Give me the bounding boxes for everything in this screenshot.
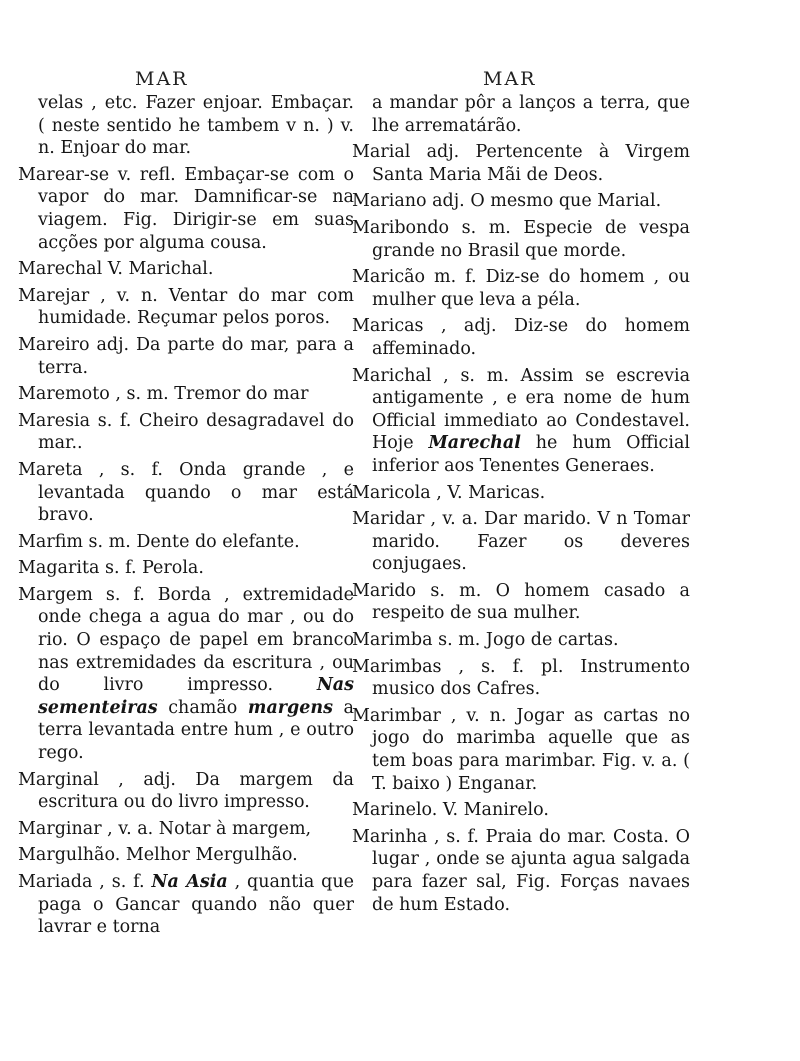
entry-headword: Margem: [18, 584, 93, 605]
continued-entry: [18, 92, 354, 160]
dictionary-entry: [18, 285, 354, 330]
dictionary-entry: [352, 217, 690, 262]
entry-definition: , v. a. Dar marido. V n Tomar marido. Fazer os deveres conjugaes.: [372, 509, 690, 575]
entry-definition: s. m. Especie de vespa grande no Brasil que morde.: [372, 217, 690, 261]
entry-definition: . V. Manirelo.: [431, 800, 549, 821]
dictionary-entry: [18, 258, 354, 281]
entry-headword: Magarita: [18, 558, 100, 579]
entry-definition: adj. O mesmo que Marial.: [426, 191, 662, 212]
entry-definition: a mandar pôr a lanços a terra, que lhe arrematárão.: [372, 93, 690, 136]
entry-definition: , adj. Da margem da escritura ou do livro impresso.: [38, 769, 354, 813]
entry-headword: Maricas: [352, 316, 424, 337]
dictionary-entry: [352, 826, 690, 916]
dictionary-entry: [18, 164, 354, 254]
dictionary-entry: [18, 584, 354, 765]
entry-headword: Maricola: [352, 482, 431, 503]
entry-definition: , V. Maricas.: [430, 482, 546, 503]
entry-headword: Marimbas: [352, 656, 442, 677]
dictionary-entry: [18, 531, 354, 554]
dictionary-entry: [18, 459, 354, 527]
entry-headword: Marear-se: [18, 164, 110, 185]
entry-headword: Marginar: [18, 818, 102, 839]
dictionary-entry: [18, 871, 354, 939]
entry-headword: Margulhão: [18, 845, 115, 866]
entry-definition: v. refl. Embaçar-se com o vapor do mar. Damnificar-se na viagem. Fig. Dirigir-se em suas acções por alguma cousa.: [38, 164, 354, 253]
entry-definition: a terra levantada entre hum , e outro rego.: [38, 697, 354, 764]
entry-definition: velas , etc. Fazer enjoar. Embaçar. ( neste sentido he tambem v n. ) v. n. Enjoar do mar.: [38, 93, 354, 159]
entry-headword: Maremoto: [18, 384, 110, 405]
continued-entry: [352, 92, 690, 137]
entry-headword: Marginal: [18, 769, 99, 790]
entry-headword: Marimba: [352, 630, 433, 651]
left-column: [18, 92, 354, 943]
dictionary-entry: [352, 656, 690, 701]
dictionary-entry: [352, 705, 690, 795]
entry-definition: s. f. Borda , extremidade onde chega a agua do mar , ou do rio. O espaço de papel em branco nas extremidades da escritura , ou do livro impresso.: [38, 584, 354, 696]
dictionary-entry: [352, 365, 690, 478]
dictionary-entry: [18, 557, 354, 580]
entry-definition: chamão: [157, 697, 248, 718]
dictionary-entry: [18, 383, 354, 406]
dictionary-entry: [352, 190, 690, 213]
entry-definition: V. Marichal.: [102, 259, 214, 280]
entry-definition: s. f. Cheiro desagradavel do mar..: [38, 410, 354, 454]
entry-headword: Marido: [352, 580, 417, 601]
dictionary-entry: [352, 580, 690, 625]
entry-headword: Mareta: [18, 459, 83, 480]
entry-italic-text: margens: [247, 697, 333, 718]
dictionary-entry: [18, 769, 354, 814]
entry-definition: , s. f.: [92, 872, 152, 892]
entry-definition: s. m. Jogo de cartas.: [432, 630, 619, 651]
entry-italic-text: Na Asia: [151, 872, 228, 892]
entry-definition: , s. f. Praia do mar. Costa. O lugar , onde se ajunta agua salgada para fazer sal, Fig. Forças navaes de hum Estado.: [372, 826, 690, 915]
entry-headword: Marimbar: [352, 705, 441, 726]
page-header-left: MAR: [135, 68, 189, 90]
dictionary-entry: [352, 266, 690, 311]
entry-headword: Maresia: [18, 410, 91, 431]
dictionary-entry: [18, 410, 354, 455]
entry-headword: Marejar: [18, 285, 90, 306]
entry-italic-text: Nas sementeiras: [38, 675, 354, 718]
entry-definition: s. m. O homem casado a respeito de sua mulher.: [372, 580, 690, 624]
entry-definition: , v. n. Ventar do mar com humidade. Reçumar pelos poros.: [38, 285, 354, 329]
entry-headword: Maribondo: [352, 217, 450, 238]
entry-headword: Mareiro: [18, 334, 90, 355]
dictionary-entry: [352, 482, 690, 505]
dictionary-entry: [352, 315, 690, 360]
entry-headword: Marechal: [18, 259, 103, 280]
dictionary-entry: [18, 844, 354, 867]
entry-definition: he hum Official inferior aos Tenentes Generaes.: [372, 433, 690, 476]
entry-definition: , quantia que paga o Gancar quando não quer lavrar e torna: [38, 872, 354, 938]
entry-italic-text: Marechal: [428, 433, 521, 454]
entry-headword: Marinelo: [352, 800, 432, 821]
entry-headword: Marial: [352, 142, 411, 163]
entry-definition: , v. a. Notar à margem,: [101, 818, 312, 839]
dictionary-entry: [352, 799, 690, 822]
entry-headword: Mariada: [18, 872, 93, 892]
dictionary-entry: [18, 334, 354, 379]
entry-headword: Maridar: [352, 509, 425, 530]
dictionary-entry: [352, 629, 690, 652]
entry-headword: Marfim: [18, 531, 83, 552]
entry-definition: . Melhor Mergulhão.: [114, 845, 298, 866]
entry-definition: , s. f. pl. Instrumento musico dos Cafres.: [372, 656, 690, 700]
dictionary-entry: [352, 508, 690, 576]
dictionary-entry: [352, 141, 690, 186]
entry-headword: Marichal: [352, 365, 432, 386]
entry-headword: Marinha: [352, 826, 428, 847]
entry-headword: Maricão: [352, 267, 426, 288]
entry-definition: adj. Pertencente à Virgem Santa Maria Mãi de Deos.: [372, 142, 690, 185]
entry-definition: , v. n. Jogar as cartas no jogo do marimba aquelle que as tem boas para marimbar. Fig. v. a. ( T. baixo ) Enganar.: [372, 705, 690, 794]
entry-definition: , s. m. Assim se escrevia antigamente , e era nome de hum Official immediato ao Condestavel. Hoje: [372, 365, 690, 454]
right-column: [352, 92, 690, 920]
entry-definition: , s. f. Onda grande , e levantada quando o mar está bravo.: [38, 459, 354, 526]
entry-definition: s. m. Dente do elefante.: [82, 531, 300, 552]
entry-definition: adj. Da parte do mar, para a terra.: [38, 334, 354, 378]
entry-headword: Mariano: [352, 191, 427, 212]
dictionary-entry: [18, 818, 354, 841]
entry-definition: s. f. Perola.: [99, 558, 204, 579]
entry-definition: , adj. Diz-se do homem affeminado.: [372, 316, 690, 359]
entry-definition: m. f. Diz-se do homem , ou mulher que leva a péla.: [372, 267, 690, 310]
page-header-right: MAR: [483, 68, 537, 90]
entry-definition: , s. m. Tremor do mar: [109, 384, 309, 405]
